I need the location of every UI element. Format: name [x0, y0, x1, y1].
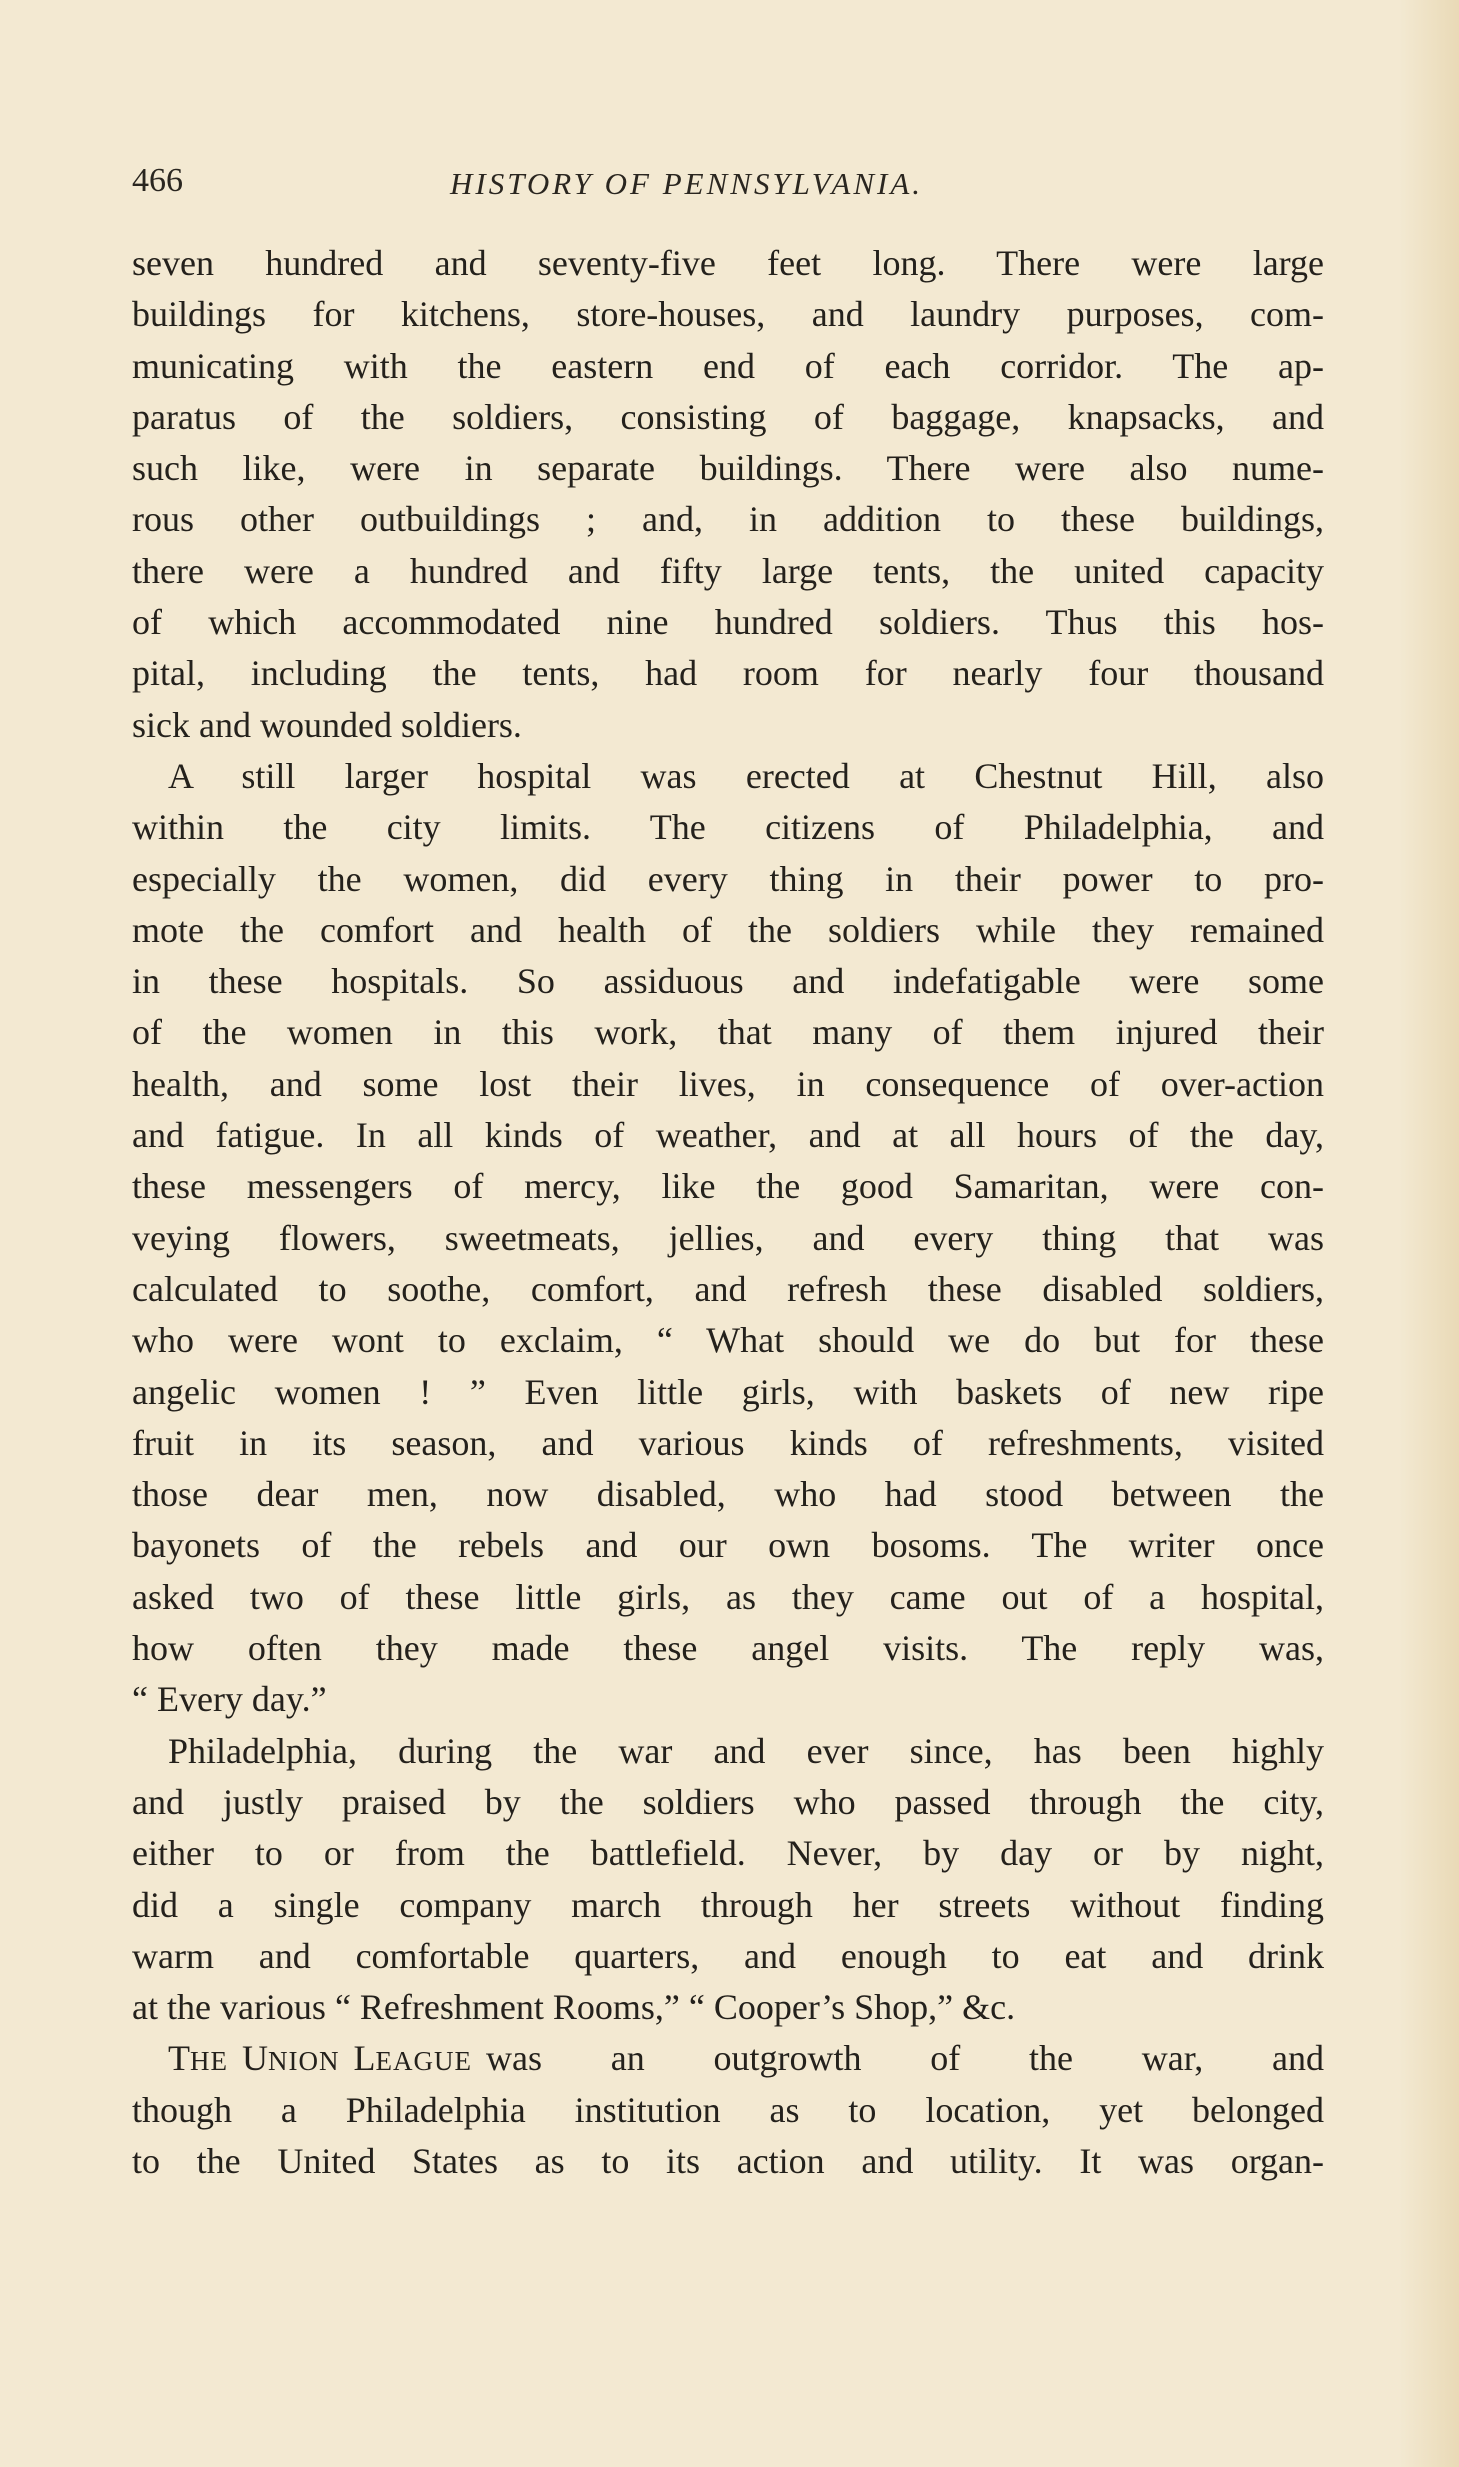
- text-line: there were a hundred and fifty large tents, the united capacity: [132, 550, 1324, 591]
- text-line: though a Philadelphia institution as to location, yet belonged: [132, 2089, 1324, 2130]
- union-league-rest: was an outgrowth of the war, and: [485, 2038, 1324, 2079]
- text-line: pital, including the tents, had room for nearly four thousand: [132, 653, 1324, 694]
- text-line: municating with the eastern end of each corridor. The ap-: [132, 345, 1324, 386]
- running-head: [132, 162, 1332, 202]
- small-caps-initial: L: [353, 2038, 376, 2079]
- text-line: at the various “ Refreshment Rooms,” “ Cooper’s Shop,” &c.: [132, 1987, 1016, 2028]
- text-line: sick and wounded soldiers.: [132, 704, 522, 745]
- text-line: Philadelphia, during the war and ever since, has been highly: [168, 1730, 1324, 1771]
- union-league-line: [132, 2033, 1324, 2084]
- text-line: health, and some lost their lives, in consequence of over-action: [132, 1063, 1324, 1104]
- text-line: either to or from the battlefield. Never, by day or by night,: [132, 1833, 1324, 1874]
- text-line: such like, were in separate buildings. There were also nume-: [132, 448, 1324, 489]
- text-line: warm and comfortable quarters, and enough to eat and drink: [132, 1935, 1324, 1976]
- text-line: these messengers of mercy, like the good Samaritan, were con-: [132, 1166, 1324, 1207]
- small-caps-rest: HE: [190, 2046, 228, 2077]
- text-line: within the city limits. The citizens of Philadelphia, and: [132, 807, 1324, 848]
- text-line: of which accommodated nine hundred soldiers. Thus this hos-: [132, 602, 1324, 643]
- text-line: rous other outbuildings ; and, in addition to these buildings,: [132, 499, 1324, 540]
- text-line: in these hospitals. So assiduous and indefatigable were some: [132, 961, 1324, 1002]
- text-line: who were wont to exclaim, “ What should we do but for these: [132, 1320, 1324, 1361]
- small-caps-rest: EAGUE: [375, 2046, 472, 2077]
- text-line: mote the comfort and health of the soldiers while they remained: [132, 909, 1324, 950]
- small-caps-initial: T: [168, 2038, 190, 2079]
- text-line: seven hundred and seventy-five feet long. There were large: [132, 243, 1324, 283]
- text-line: asked two of these little girls, as they came out of a hospital,: [132, 1576, 1324, 1617]
- body-text: [132, 238, 1324, 2187]
- text-line: of the women in this work, that many of them injured their: [132, 1012, 1324, 1053]
- text-line: especially the women, did every thing in their power to pro-: [132, 858, 1324, 899]
- small-caps-initial: U: [242, 2038, 268, 2079]
- text-line: and justly praised by the soldiers who passed through the city,: [132, 1781, 1324, 1822]
- page-edge-shading: [1399, 0, 1459, 2467]
- text-line: angelic women ! ” Even little girls, with baskets of new ripe: [132, 1371, 1324, 1412]
- running-title: HISTORY OF PENNSYLVANIA.: [450, 166, 924, 201]
- page-number: 466: [132, 162, 183, 199]
- text-line: A still larger hospital was erected at Chestnut Hill, also: [168, 755, 1324, 796]
- text-line: did a single company march through her streets without finding: [132, 1884, 1324, 1925]
- text-line: paratus of the soldiers, consisting of baggage, knapsacks, and: [132, 396, 1324, 437]
- text-line: and fatigue. In all kinds of weather, and at all hours of the day,: [132, 1115, 1324, 1156]
- text-line: to the United States as to its action and utility. It was organ-: [132, 2140, 1324, 2181]
- text-line: bayonets of the rebels and our own bosoms. The writer once: [132, 1525, 1324, 1566]
- text-line: veying flowers, sweetmeats, jellies, and every thing that was: [132, 1217, 1324, 1258]
- text-line: calculated to soothe, comfort, and refresh these disabled soldiers,: [132, 1268, 1324, 1309]
- text-line: how often they made these angel visits. The reply was,: [132, 1628, 1324, 1669]
- small-caps-rest: NION: [268, 2046, 340, 2077]
- text-line: those dear men, now disabled, who had stood between the: [132, 1474, 1324, 1515]
- text-line: fruit in its season, and various kinds of refreshments, visited: [132, 1422, 1324, 1463]
- text-line: “ Every day.”: [132, 1679, 327, 1720]
- text-line: buildings for kitchens, store-houses, and laundry purposes, com-: [132, 294, 1324, 335]
